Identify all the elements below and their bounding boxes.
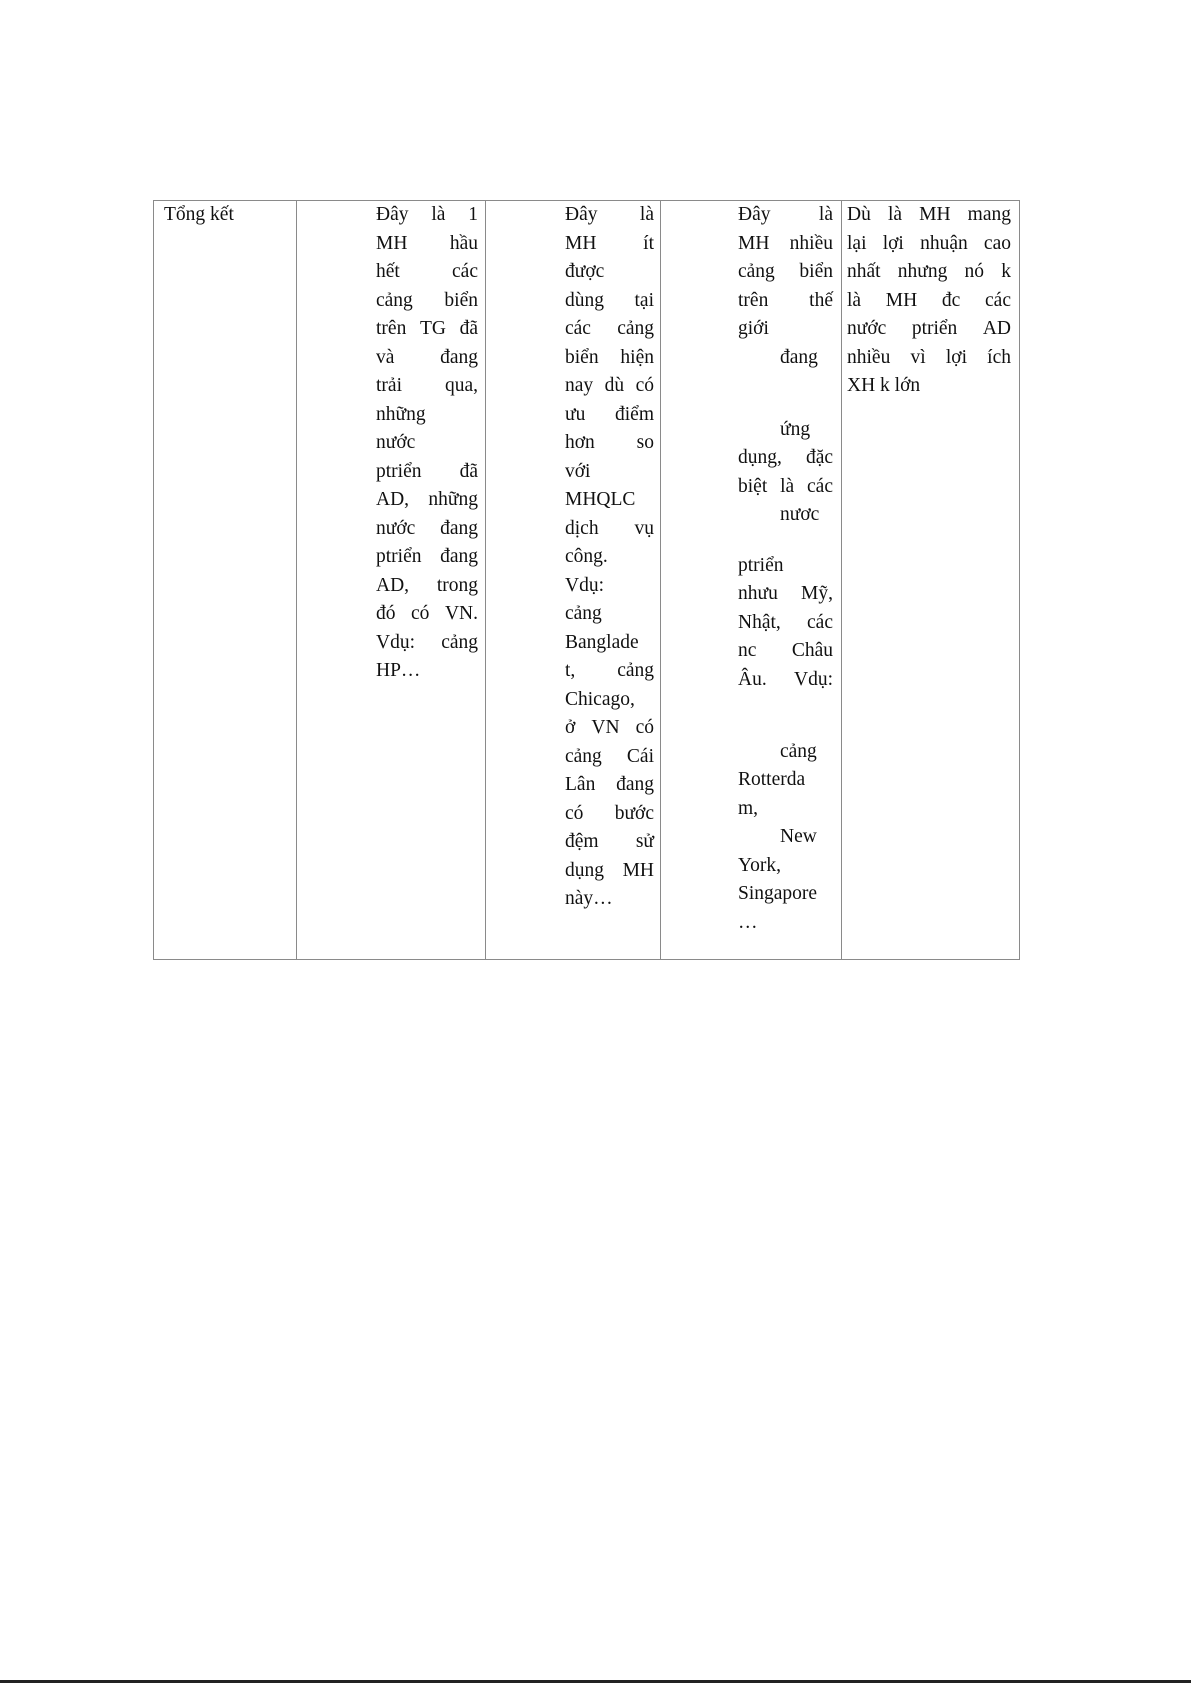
word: hết [376,261,400,282]
cell-text-line [565,659,654,683]
word: có [411,603,430,624]
word: MH [622,860,654,881]
word: hiện [620,347,654,368]
cell-text-line: Banglade [565,632,639,653]
word: cảng [738,261,775,282]
word: vụ [634,518,654,539]
cell-text-line: những [376,404,426,425]
word: lại [847,233,867,254]
word: biển [565,347,599,368]
cell-text-line [376,203,478,227]
word: sử [635,831,654,852]
word: vì [910,347,926,368]
word: nhưu [738,583,778,604]
word: là [847,290,862,311]
cell-text-line [738,446,833,470]
word: nó [964,261,985,282]
word: Dù [847,204,871,225]
word: đệm [565,831,599,852]
word: đã [459,461,478,482]
column-divider [841,201,842,959]
word: 1 [468,204,478,225]
word: cảng [441,632,478,653]
word: dụng, [738,447,782,468]
word: trên [738,290,769,311]
cell-text-line [376,289,478,313]
word: trong [436,575,478,596]
cell-text-line: Singapore [738,883,818,904]
word: ptriển [376,546,422,567]
word: có [635,375,654,396]
word: MH [376,233,408,254]
word: là [818,204,833,225]
word: nước [376,518,416,539]
cell-text-line [565,203,654,227]
cell-text-line [565,517,654,541]
word: VN [591,717,620,738]
page-bottom-rule [0,1680,1191,1683]
word: các [565,318,591,339]
word: đang [440,546,478,567]
word: mang [967,204,1011,225]
word: cảng [617,318,654,339]
word: Nhật, [738,612,781,633]
word: các [807,612,833,633]
word: trải [376,375,402,396]
cell-text-line: cảng [565,603,602,624]
word: qua, [444,375,478,396]
word: nhuận [920,233,968,254]
word: biển [444,290,478,311]
word: có [635,717,654,738]
cell-text-line [376,346,478,370]
cell-text-line [738,203,833,227]
cell-text-line [738,639,833,663]
cell-text-line [376,260,478,284]
word: lợi [882,233,904,254]
word: những [428,489,478,510]
word: cảng [565,746,602,767]
cell-text-line [565,830,654,854]
cell-text-line: công. [565,546,608,567]
cell-text-line [376,317,478,341]
word: đang [440,347,478,368]
cell-text-line: Chicago, [565,689,635,710]
cell-text-line: m, [738,798,759,819]
cell-text-line: ptriển [738,555,784,576]
word: ptriển [911,318,958,339]
cell-text-line [376,545,478,569]
word: đc [941,290,961,311]
word: VN. [444,603,478,624]
cell-text-line [738,611,833,635]
cell-text-line [738,582,833,606]
word: đặc [805,447,833,468]
word: đó [376,603,396,624]
column-divider [296,201,297,959]
cell-text-line: ứng [780,419,811,440]
cell-text-line [565,374,654,398]
cell-text-line [738,232,833,256]
cell-text-line: … [738,912,758,933]
cell-text-line [376,517,478,541]
word: đang [616,774,654,795]
word: Mỹ, [801,583,833,604]
cell-text-line [565,346,654,370]
word: là [431,204,446,225]
cell-text-line [847,203,1011,227]
word: Lân [565,774,596,795]
word: nhiều [847,347,891,368]
word: ít [643,233,654,254]
cell-text-line: cảng [780,741,817,762]
cell-text-line: nươc [780,504,820,525]
cell-text-line [847,346,1011,370]
cell-text-line [847,232,1011,256]
word: dù [604,375,625,396]
column-divider [485,201,486,959]
word: ưu [565,404,586,425]
word: Đây [376,204,409,225]
word: MH [738,233,770,254]
word: dịch [565,518,599,539]
word: MH [565,233,597,254]
cell-text-line: với [565,461,591,482]
word: tại [634,290,654,311]
cell-text-line [847,260,1011,284]
word: điểm [615,404,654,425]
word: biển [799,261,833,282]
cell-text-line [565,232,654,256]
cell-text-line [847,317,1011,341]
word: Đây [738,204,771,225]
cell-text-line [376,374,478,398]
word: Châu [791,640,833,661]
word: nhất [847,261,881,282]
cell-text-line [376,460,478,484]
word: nay [565,375,594,396]
word: cảng [617,660,654,681]
cell-text-line: nước [376,432,416,453]
word: có [565,803,584,824]
word: đã [459,318,478,339]
cell-text-line: New [780,826,817,847]
row-label: Tổng kết [164,204,234,225]
word: trên [376,318,407,339]
word: AD [982,318,1011,339]
cell-text-line [565,859,654,883]
word: k [1001,261,1011,282]
cell-text-line [376,631,478,655]
word: là [639,204,654,225]
cell-text-line: York, [738,855,781,876]
word: Vdụ: [794,669,833,690]
cell-text-line [565,403,654,427]
word: ptriển [376,461,422,482]
cell-text-line [847,289,1011,313]
word: Vdụ: [376,632,415,653]
word: các [985,290,1011,311]
word: hầu [449,233,478,254]
cell-text-line [565,773,654,797]
cell-text-line: MHQLC [565,489,636,510]
cell-text-line [738,260,833,284]
word: ích [987,347,1011,368]
word: Cái [626,746,654,767]
word: đang [440,518,478,539]
word: TG [419,318,446,339]
word: thế [809,290,833,311]
cell-text-line [738,289,833,313]
word: Âu. [738,669,767,690]
cell-text-line [376,602,478,626]
word: dụng [565,860,604,881]
cell-text-line: XH k lớn [847,375,921,396]
word: t, [565,660,576,681]
word: nhiều [789,233,833,254]
word: nước [847,318,887,339]
cell-text-line: Vdụ: [565,575,604,596]
word: MH [919,204,951,225]
cell-text-line [565,745,654,769]
word: là [887,204,903,225]
word: nhưng [897,261,948,282]
word: AD, [376,489,410,510]
cell-text-line [565,289,654,313]
cell-text-line [565,431,654,455]
word: cao [983,233,1011,254]
word: bước [614,803,654,824]
word: MH [885,290,918,311]
word: và [376,347,395,368]
word: lợi [945,347,967,368]
word: cảng [376,290,413,311]
cell-text-line [376,488,478,512]
word: các [807,476,833,497]
word: AD, [376,575,410,596]
word: biệt [738,476,768,497]
cell-text-line [376,232,478,256]
summary-table [153,200,1020,960]
cell-text-line: được [565,261,605,282]
cell-text-line [565,716,654,740]
word: so [636,432,654,453]
word: các [452,261,478,282]
word: Đây [565,204,598,225]
cell-text-line [738,668,833,692]
cell-text-line [565,802,654,826]
column-divider [660,201,661,959]
cell-text-line: này… [565,888,613,909]
cell-text-line [565,317,654,341]
word: hơn [565,432,595,453]
cell-text-line [738,475,833,499]
cell-text-line: HP… [376,660,421,681]
cell-text-line: giới [738,318,769,339]
word: là [780,476,795,497]
word: nc [738,640,757,661]
cell-text-line [376,574,478,598]
word: dùng [565,290,604,311]
cell-text-line: Rotterda [738,769,806,790]
cell-text-line: đang [780,347,818,368]
word: ở [565,717,576,738]
